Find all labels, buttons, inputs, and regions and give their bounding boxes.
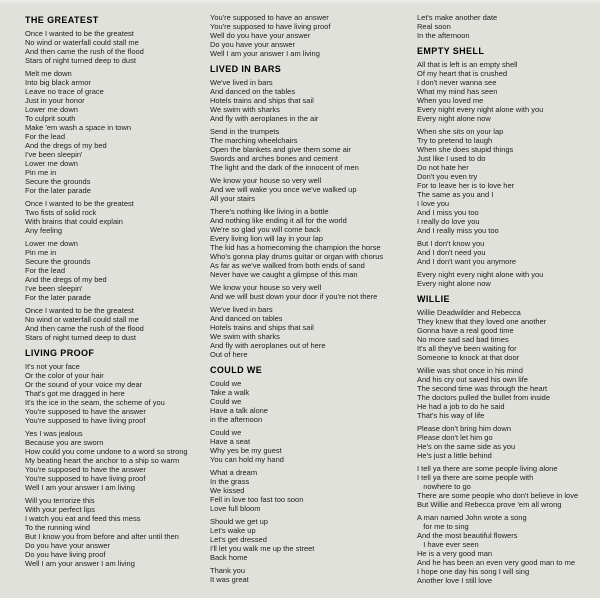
- lyric-line: For the lead: [25, 132, 66, 141]
- lyric-line: Do not hate her: [417, 163, 469, 172]
- lyric-line: They knew that they loved one another: [417, 317, 547, 326]
- lyric-line: And he has been an even very good man to me: [417, 558, 576, 567]
- lyric-line: And I really miss you too: [417, 226, 499, 235]
- lyric-line: What my mind has seen: [417, 87, 498, 96]
- lyric-line: The marching wheelchairs: [210, 136, 298, 145]
- lyric-line: Love full bloom: [210, 504, 261, 513]
- lyric-line: I have ever seen: [417, 540, 479, 549]
- lyric-line: Just in your honor: [25, 96, 85, 105]
- lyric-line: Any feeling: [25, 226, 63, 235]
- lyric-line: And we will bust down your door if you're not there: [210, 292, 378, 301]
- lyric-line: Or the sound of your voice my dear: [25, 380, 143, 389]
- lyric-line: Thank you: [210, 566, 246, 575]
- lyric-line: I'll let you walk me up the street: [210, 544, 315, 553]
- lyric-line: He is a very good man: [417, 549, 493, 558]
- stanza: [417, 424, 600, 460]
- stanza: [210, 428, 400, 464]
- lyric-line: You're supposed to have living proof: [210, 22, 331, 31]
- stanza: [417, 127, 600, 235]
- lyric-line: Into big black armor: [25, 78, 91, 87]
- lyric-line: Because you are sworn: [25, 438, 104, 447]
- lyric-line: All your stairs: [210, 194, 256, 203]
- stanza: [25, 29, 215, 65]
- lyric-line: Hotels trains and ships that sail: [210, 96, 314, 105]
- song-title: LIVING PROOF: [25, 348, 95, 358]
- lyric-line: Could we: [210, 428, 242, 437]
- stanza: [210, 78, 400, 123]
- lyric-line: And we will wake you once we've walked up: [210, 185, 357, 194]
- stanza: [25, 429, 215, 492]
- stanza: [417, 464, 600, 509]
- lyric-line: He had a job to do he said: [417, 402, 505, 411]
- lyrics-column-1: [25, 13, 215, 572]
- stanza: [417, 308, 600, 362]
- lyric-line: There's nothing like living in a bottle: [210, 207, 329, 216]
- lyric-line: No wind or waterfall could stall me: [25, 38, 139, 47]
- lyric-line: Hotels trains and ships that sail: [210, 323, 314, 332]
- lyric-line: And the most beautiful flowers: [417, 531, 518, 540]
- stanza: [210, 207, 400, 279]
- lyric-line: Once I wanted to be the greatest: [25, 199, 134, 208]
- stanza: [210, 305, 400, 359]
- lyric-line: Pin me in: [25, 248, 57, 257]
- lyric-line: When she does stupid things: [417, 145, 514, 154]
- lyric-line: Could we: [210, 379, 242, 388]
- lyric-line: for me to sing: [417, 522, 469, 531]
- stanza: [25, 362, 215, 425]
- stanza: [210, 517, 400, 562]
- stanza: [417, 366, 600, 420]
- lyric-line: With your perfect lips: [25, 505, 96, 514]
- lyric-line: He's just a little behind: [417, 451, 492, 460]
- song-title: LIVED IN BARS: [210, 64, 282, 74]
- lyric-line: Once I wanted to be the greatest: [25, 29, 134, 38]
- stanza: [25, 306, 215, 342]
- lyric-line: Every night alone now: [417, 114, 491, 123]
- stanza: [417, 513, 600, 585]
- lyric-line: And then came the rush of the flood: [25, 47, 144, 56]
- lyric-line: Have a talk alone: [210, 406, 268, 415]
- lyric-line: And then came the rush of the flood: [25, 324, 144, 333]
- lyric-line: Two fists of solid rock: [25, 208, 97, 217]
- lyric-line: I tell ya there are some people living alone: [417, 464, 558, 473]
- lyric-line: It's all they've been waiting for: [417, 344, 517, 353]
- lyric-line: No more sad sad bad times: [417, 335, 509, 344]
- lyric-line: And his cry out saved his own life: [417, 375, 528, 384]
- lyric-line: Have a seat: [210, 437, 251, 446]
- lyric-line: Send in the trumpets: [210, 127, 280, 136]
- lyric-line: My beating heart the anchor to a ship so warm: [25, 456, 180, 465]
- lyric-line: Back home: [210, 553, 248, 562]
- stanza: [25, 199, 215, 235]
- lyric-line: And fly with aeroplanes in the air: [210, 114, 319, 123]
- lyric-line: Real soon: [417, 22, 451, 31]
- lyric-line: Another love I still love: [417, 576, 493, 585]
- lyric-line: Let's wake up: [210, 526, 256, 535]
- lyric-line: I watch you eat and feed this mess: [25, 514, 141, 523]
- song-title: EMPTY SHELL: [417, 46, 485, 56]
- lyric-line: As far as we've walked from both ends of sand: [210, 261, 365, 270]
- lyric-line: There are some people who don't believe in love: [417, 491, 579, 500]
- lyric-line: Willie Deadwilder and Rebecca: [417, 308, 521, 317]
- lyric-line: Well I am your answer I am living: [25, 483, 135, 492]
- lyric-line: The kid has a homecoming the champion the horse: [210, 243, 381, 252]
- lyric-line: A man named John wrote a song: [417, 513, 527, 522]
- stanza: [417, 60, 600, 123]
- lyric-line: Who's gonna play drums guitar or organ with chorus: [210, 252, 384, 261]
- lyric-line: All that is left is an empty shell: [417, 60, 518, 69]
- lyric-line: And I don't need you: [417, 248, 486, 257]
- lyric-line: Well I am your answer I am living: [25, 559, 135, 568]
- lyric-line: Fell in love too fast too soon: [210, 495, 304, 504]
- stanza: [417, 239, 600, 266]
- lyric-line: And fly with aeroplanes out of here: [210, 341, 326, 350]
- lyric-line: Yes I was jealous: [25, 429, 83, 438]
- lyric-line: Someone to knock at that door: [417, 353, 520, 362]
- lyric-line: We know your house so very well: [210, 283, 322, 292]
- stanza: [210, 566, 400, 584]
- stanza: [210, 379, 400, 424]
- lyric-line: Don't you even try: [417, 172, 478, 181]
- lyric-line: And the dregs of my bed: [25, 275, 107, 284]
- lyric-line: I've been sleepin': [25, 150, 83, 159]
- lyrics-column-2: [210, 13, 400, 588]
- lyric-line: We're so glad you will come back: [210, 225, 321, 234]
- lyric-line: I've been sleepin': [25, 284, 83, 293]
- lyric-line: And the dregs of my bed: [25, 141, 107, 150]
- lyric-line: Open the blankets and give them some air: [210, 145, 351, 154]
- lyric-line: It's not your face: [25, 362, 80, 371]
- lyric-line: And I miss you too: [417, 208, 479, 217]
- lyric-line: Please don't let him go: [417, 433, 493, 442]
- lyric-line: You're supposed to have the answer: [25, 407, 146, 416]
- lyric-line: And nothing like ending it all for the world: [210, 216, 347, 225]
- lyric-line: We swim with sharks: [210, 332, 280, 341]
- lyric-line: Every night every night alone with you: [417, 105, 544, 114]
- stanza: [25, 69, 215, 195]
- lyric-line: Please don't bring him down: [417, 424, 511, 433]
- lyric-line: Stars of night turned deep to dust: [25, 56, 136, 65]
- lyric-line: Make 'em wash a space in town: [25, 123, 132, 132]
- lyric-line: Stars of night turned deep to dust: [25, 333, 136, 342]
- lyrics-column-3: [417, 13, 600, 589]
- lyric-line: The second time was through the heart: [417, 384, 548, 393]
- lyric-line: Take a walk: [210, 388, 250, 397]
- lyric-line: Leave no trace of grace: [25, 87, 104, 96]
- lyric-line: You're supposed to have living proof: [25, 474, 146, 483]
- stanza: [25, 239, 215, 302]
- lyric-line: That's his way of life: [417, 411, 485, 420]
- lyric-line: When she sits on your lap: [417, 127, 504, 136]
- lyric-line: And danced on the tables: [210, 87, 296, 96]
- lyric-line: You can hold my hand: [210, 455, 284, 464]
- lyric-line: We've lived in bars: [210, 78, 273, 87]
- lyric-line: I love you: [417, 199, 450, 208]
- lyric-line: The light and the dark of the innocent of men: [210, 163, 359, 172]
- lyric-line: Do you have living proof: [25, 550, 106, 559]
- lyric-line: I really do love you: [417, 217, 480, 226]
- lyric-line: For the later parade: [25, 186, 91, 195]
- lyric-line: You're supposed to have an answer: [210, 13, 329, 22]
- lyric-line: Well I am your answer I am living: [210, 49, 320, 58]
- lyric-line: He's on the same side as you: [417, 442, 516, 451]
- lyric-line: Every night every night alone with you: [417, 270, 544, 279]
- stanza: [210, 176, 400, 203]
- lyric-line: We've lived in bars: [210, 305, 273, 314]
- lyric-line: For to leave her is to love her: [417, 181, 515, 190]
- lyric-line: I don't never wanna see: [417, 78, 497, 87]
- lyric-line: When you loved me: [417, 96, 484, 105]
- lyric-line: Secure the grounds: [25, 177, 91, 186]
- lyric-line: We kissed: [210, 486, 245, 495]
- lyric-line: It's the ice in the seam, the scheme of you: [25, 398, 165, 407]
- lyric-line: We know your house so very well: [210, 176, 322, 185]
- lyric-line: You're supposed to have living proof: [25, 416, 146, 425]
- lyric-line: Let's get dressed: [210, 535, 267, 544]
- lyric-line: Lower me down: [25, 239, 78, 248]
- lyric-line: Gonna have a real good time: [417, 326, 514, 335]
- lyric-line: Never have we caught a glimpse of this man: [210, 270, 358, 279]
- lyric-line: Or the color of your hair: [25, 371, 104, 380]
- lyric-line: But Willie and Rebecca prove 'em all wrong: [417, 500, 562, 509]
- stanza: [417, 13, 600, 40]
- lyric-line: In the afternoon: [417, 31, 470, 40]
- lyric-line: Pin me in: [25, 168, 57, 177]
- lyric-line: But I don't know you: [417, 239, 485, 248]
- lyric-line: The same as you and I: [417, 190, 494, 199]
- song-title: WILLIE: [417, 294, 450, 304]
- lyric-line: To culprit south: [25, 114, 76, 123]
- lyric-line: How could you come undone to a word so strong: [25, 447, 188, 456]
- lyric-line: Well do you have your answer: [210, 31, 311, 40]
- lyric-line: We swim with sharks: [210, 105, 280, 114]
- lyric-line: Secure the grounds: [25, 257, 91, 266]
- lyric-line: Swords and arches bones and cement: [210, 154, 338, 163]
- lyric-line: No wind or waterfall could stall me: [25, 315, 139, 324]
- lyric-line: What a dream: [210, 468, 258, 477]
- lyric-line: Melt me down: [25, 69, 72, 78]
- stanza: [210, 13, 400, 58]
- lyric-line: And danced on tables: [210, 314, 283, 323]
- stanza: [210, 127, 400, 172]
- lyric-line: Every living lion will lay in your lap: [210, 234, 323, 243]
- lyric-line: Why yes be my guest: [210, 446, 282, 455]
- lyric-line: It was great: [210, 575, 249, 584]
- lyric-line: In the grass: [210, 477, 250, 486]
- lyric-line: But I know you from before and after until then: [25, 532, 179, 541]
- stanza: [210, 468, 400, 513]
- lyric-line: Try to pretend to laugh: [417, 136, 493, 145]
- lyric-line: You're supposed to have the answer: [25, 465, 146, 474]
- lyric-line: And I don't want you anymore: [417, 257, 516, 266]
- lyric-line: Of my heart that is crushed: [417, 69, 508, 78]
- lyric-line: I hope one day his song I will sing: [417, 567, 530, 576]
- lyric-line: Out of here: [210, 350, 248, 359]
- lyric-line: Lower me down: [25, 159, 78, 168]
- lyric-line: Should we get up: [210, 517, 268, 526]
- lyric-line: For the later parade: [25, 293, 91, 302]
- lyric-line: To the running wind: [25, 523, 91, 532]
- song-title: THE GREATEST: [25, 15, 99, 25]
- lyric-line: Do you have your answer: [25, 541, 111, 550]
- song-title: COULD WE: [210, 365, 263, 375]
- lyric-line: Every night alone now: [417, 279, 491, 288]
- stanza: [417, 270, 600, 288]
- stanza: [25, 496, 215, 568]
- lyric-line: Let's make another date: [417, 13, 498, 22]
- lyric-line: For the lead: [25, 266, 66, 275]
- stanza: [210, 283, 400, 301]
- lyric-line: Willie was shot once in his mind: [417, 366, 523, 375]
- lyric-line: Once I wanted to be the greatest: [25, 306, 134, 315]
- lyric-line: Do you have your answer: [210, 40, 296, 49]
- lyric-line: Could we: [210, 397, 242, 406]
- lyric-line: I tell ya there are some people with: [417, 473, 534, 482]
- lyric-line: With brains that could explain: [25, 217, 123, 226]
- lyric-line: Just like I used to do: [417, 154, 486, 163]
- lyric-line: nowhere to go: [417, 482, 471, 491]
- lyric-line: Lower me down: [25, 105, 78, 114]
- lyric-line: Will you terrorize this: [25, 496, 95, 505]
- lyric-line: That's got me dragged in here: [25, 389, 125, 398]
- lyric-line: in the afternoon: [210, 415, 263, 424]
- lyric-line: The doctors pulled the bullet from inside: [417, 393, 550, 402]
